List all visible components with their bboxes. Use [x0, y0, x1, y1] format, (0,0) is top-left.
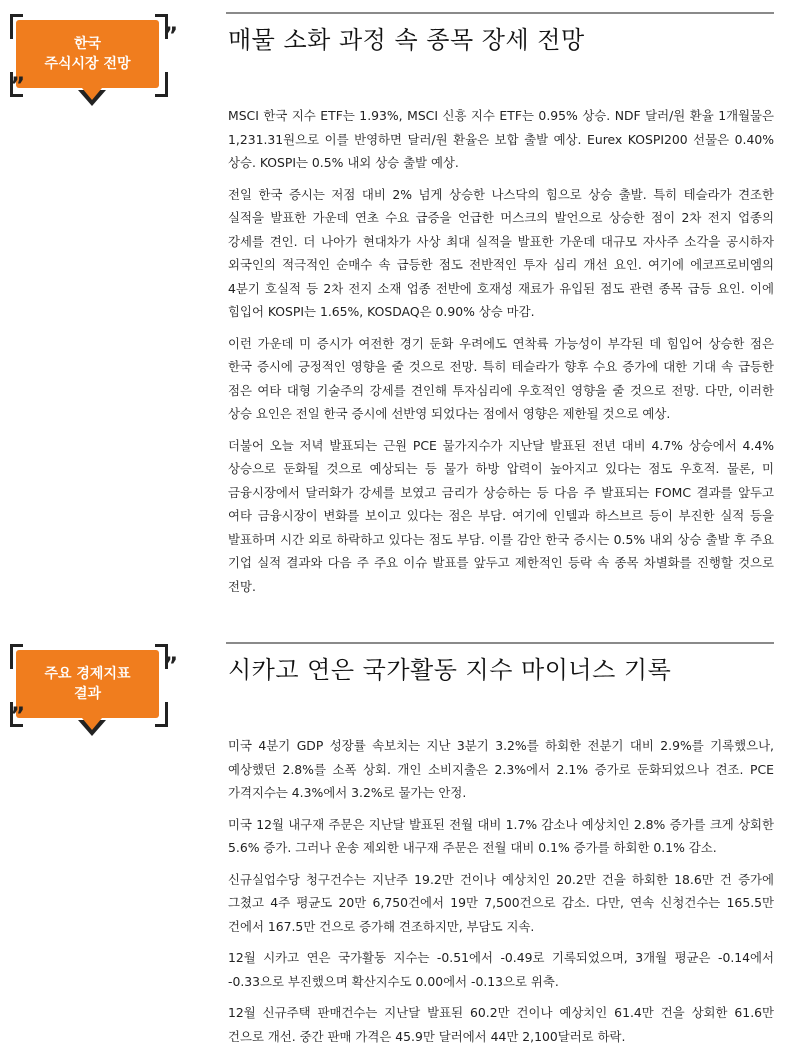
section-label-line: 한국 — [73, 36, 102, 52]
section-label — [16, 650, 159, 718]
section-headline: 매물 소화 과정 속 종목 장세 전망 — [228, 26, 585, 54]
section-body — [228, 104, 774, 606]
open-quote-icon: „ — [11, 692, 26, 717]
body-paragraph: 신규실업수당 청구건수는 지난주 19.2만 건이나 예상치인 20.2만 건을 하회한 18.6만 건 증가에 그쳤고 4주 평균도 20만 6,750건에서 19만 7,500건으로 감소. 다만, 연속 신청건수는 165.5만 건에서 167.5만 건으로 증가해 견조하지만, 부담도 지속. — [228, 871, 774, 934]
body-paragraph: MSCI 한국 지수 ETF는 1.93%, MSCI 신흥 지수 ETF는 0.95% 상승. NDF 달러/원 환율 1개월물은 1,231.31원으로 이를 반영하면 달러/원 환율은 보합 출발 예상. Eurex KOSPI200 선물은 0.40% 상승. KOSPI는 0.5% 내외 상승 출발 예상. — [228, 108, 774, 170]
economic-indicators-section — [0, 630, 786, 1064]
section-label-line: 주식시장 전망 — [44, 56, 131, 72]
section-label-badge — [10, 644, 178, 740]
section-divider — [226, 642, 774, 644]
section-divider — [226, 12, 774, 14]
close-quote-icon: ” — [163, 654, 178, 679]
body-paragraph: 이런 가운데 미 증시가 여전한 경기 둔화 우려에도 연착륙 가능성이 부각된 데 힘입어 상승한 점은 한국 증시에 긍정적인 영향을 줄 것으로 전망. 특히 테슬라가 향후 수요 증가에 대한 기대 속 급등한 점은 여타 대형 기술주의 강세를 견인해 투자심리에 우호적인 영향을 줄 것으로 전망. 다만, 이러한 상승 요인은 전일 한국 증시에 선반영 되었다는 점에서 영향은 제한될 것으로 예상. — [228, 335, 774, 421]
body-paragraph: 12월 시카고 연은 국가활동 지수는 -0.51에서 -0.49로 기록되었으며, 3개월 평균은 -0.14에서 -0.33으로 부진했으며 확산지수도 0.00에서 -0.13으로 위축. — [228, 950, 774, 989]
close-quote-icon: ” — [163, 24, 178, 49]
body-paragraph: 전일 한국 증시는 저점 대비 2% 넘게 상승한 나스닥의 힘으로 상승 출발. 특히 테슬라가 견조한 실적을 발표한 가운데 연초 수요 급증을 언급한 머스크의 발언으로 상승한 점이 2차 전지 업종의 강세를 견인. 더 나아가 현대차가 사상 최대 실적을 발표한 가운데 대규모 자사주 소각을 공시하자 외국인의 적극적인 순매수 속 급등한 점도 전반적인 투자 심리 개선 요인. 여기에 에코프로비엠의 4분기 호실적 등 2차 전지 소재 업종 전반에 호재성 재료가 유입된 점도 관련 종목 급등 요인. 이에 힘입어 KOSPI는 1.65%, KOSDAQ은 0.90% 상승 마감. — [228, 186, 774, 319]
body-paragraph: 미국 4분기 GDP 성장률 속보치는 지난 3분기 3.2%를 하회한 전분기 대비 2.9%를 기록했으나, 예상했던 2.8%를 소폭 상회. 개인 소비지출은 2.3%에서 2.1% 증가로 둔화되었으나 견조. PCE 가격지수는 4.3%에서 3.2%로 물가는 안정. — [228, 738, 774, 800]
body-paragraph: 12월 신규주택 판매건수는 지난달 발표된 60.2만 건이나 예상치인 61.4만 건을 상회한 61.6만 건으로 개선. 중간 판매 가격은 45.9만 달러에서 44만 2,100달러로 하락. — [228, 1005, 774, 1044]
callout-pointer-fill — [82, 88, 102, 100]
section-label-line: 주요 경제지표 — [44, 666, 131, 682]
open-quote-icon: „ — [11, 62, 26, 87]
section-headline: 시카고 연은 국가활동 지수 마이너스 기록 — [228, 656, 672, 684]
body-paragraph: 더불어 오늘 저녁 발표되는 근원 PCE 물가지수가 지난달 발표된 전년 대비 4.7% 상승에서 4.4% 상승으로 둔화될 것으로 예상되는 등 물가 하방 압력이 높아지고 있다는 점도 우호적. 물론, 미 금융시장에서 달러화가 강세를 보였고 금리가 상승하는 등 다음 주 발표되는 FOMC 결과를 앞두고 여타 금융시장이 변화를 보이고 있다는 점은 부담. 여기에 인텔과 하스브르 등이 부진한 실적 등을 발표하며 시간 외로 하락하고 있다는 점도 부담. 이를 감안 한국 증시는 0.5% 내외 상승 출발 후 주요 기업 실적 결과와 다음 주 주요 이슈 발표를 앞두고 제한적인 등락 속 종목 차별화를 진행할 것으로 전망. — [228, 437, 774, 594]
section-label — [16, 20, 159, 88]
section-label-line: 결과 — [73, 686, 102, 702]
body-paragraph: 미국 12월 내구재 주문은 지난달 발표된 전월 대비 1.7% 감소나 예상치인 2.8% 증가를 크게 상회한 5.6% 증가. 그러나 운송 제외한 내구재 주문은 전월 대비 0.1% 증가를 하회한 0.1% 감소. — [228, 816, 774, 855]
section-label-badge — [10, 14, 178, 110]
callout-pointer-fill — [82, 718, 102, 730]
section-body — [228, 734, 774, 1056]
